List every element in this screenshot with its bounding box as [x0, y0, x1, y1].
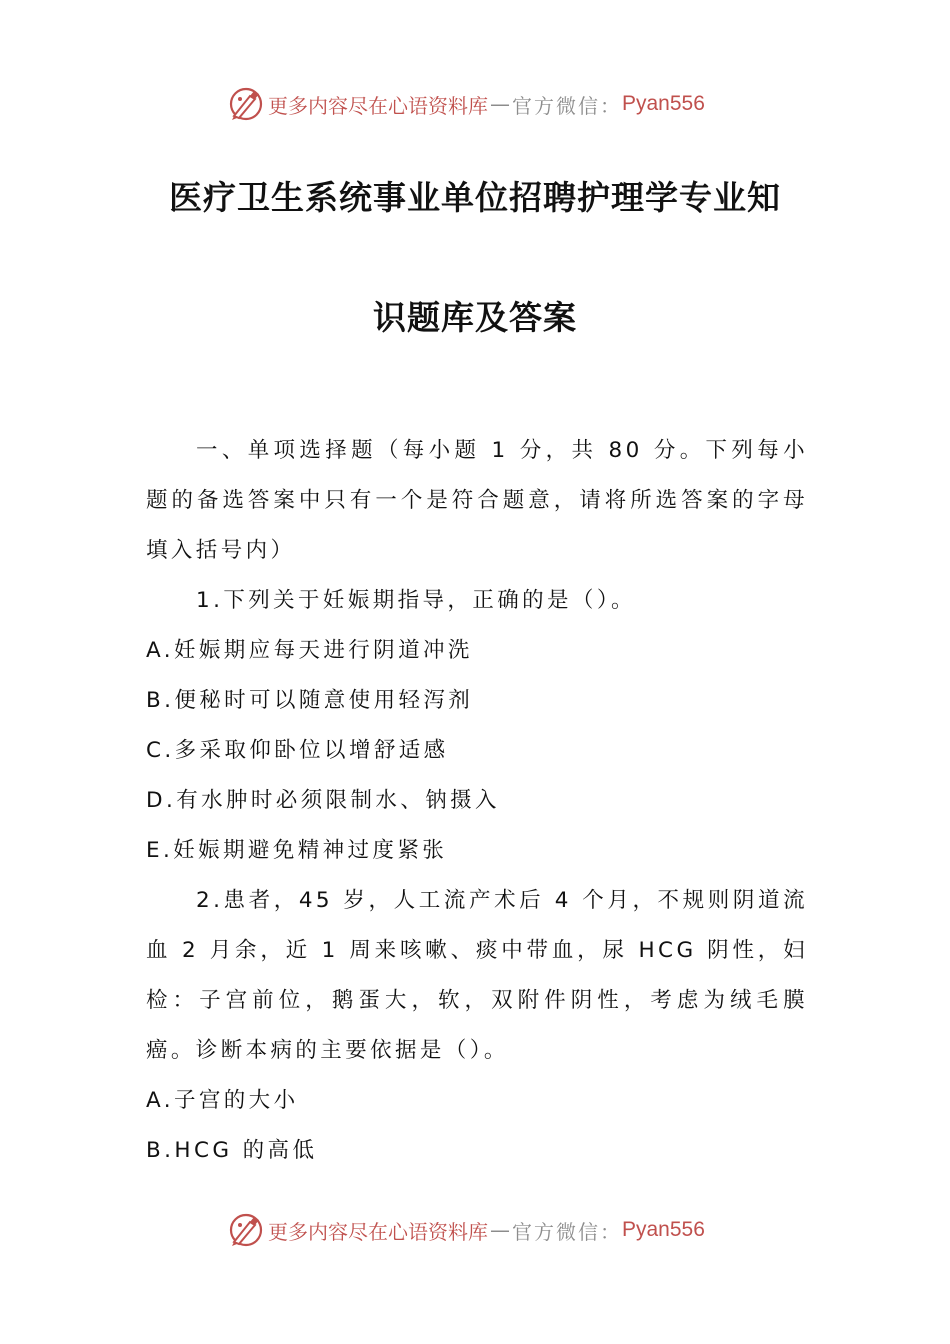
question-option: A.妊娠期应每天进行阴道冲洗	[146, 638, 473, 663]
document-title-line-1: 医疗卫生系统事业单位招聘护理学专业知	[169, 178, 781, 217]
pen-circle-logo-icon	[228, 1212, 264, 1248]
pen-circle-logo-icon	[228, 86, 264, 122]
question-option: C.多采取仰卧位以增舒适感	[146, 738, 449, 763]
watermark-dash: —	[490, 92, 510, 116]
question-option: B.便秘时可以随意使用轻泻剂	[146, 688, 474, 713]
watermark-brand: 更多内容尽在心语资料库	[268, 1219, 488, 1244]
question-option: E.妊娠期避免精神过度紧张	[146, 838, 448, 863]
section-heading: 一、单项选择题（每小题 1 分，共 80 分。下列每小题的备选答案中只有一个是符合题意，请将所选答案的字母填入括号内）	[146, 438, 808, 563]
watermark-brand: 更多内容尽在心语资料库	[268, 93, 488, 118]
footer-watermark	[228, 1210, 705, 1250]
watermark-label: 官方微信：	[512, 93, 622, 118]
watermark-dash: —	[490, 1218, 510, 1242]
watermark-wechat-id: Pyan556	[622, 92, 705, 115]
question-stem: 1.下列关于妊娠期指导，正确的是（）。	[196, 588, 636, 613]
question-option: D.有水肿时必须限制水、钠摄入	[146, 788, 500, 813]
header-watermark	[228, 84, 705, 124]
question-option: B.HCG 的高低	[146, 1138, 318, 1163]
question-option: A.子宫的大小	[146, 1088, 299, 1113]
document-body	[146, 426, 808, 1176]
watermark-wechat-id: Pyan556	[622, 1218, 705, 1241]
document-title-line-2: 识题库及答案	[373, 298, 577, 337]
watermark-label: 官方微信：	[512, 1219, 622, 1244]
question-stem: 2.患者，45 岁，人工流产术后 4 个月，不规则阴道流血 2 月余，近 1 周来咳嗽、痰中带血，尿 HCG 阴性，妇检：子宫前位，鹅蛋大，软，双附件阴性，考虑为绒毛膜癌。诊断本病的主要依据是（）。	[146, 888, 808, 1063]
